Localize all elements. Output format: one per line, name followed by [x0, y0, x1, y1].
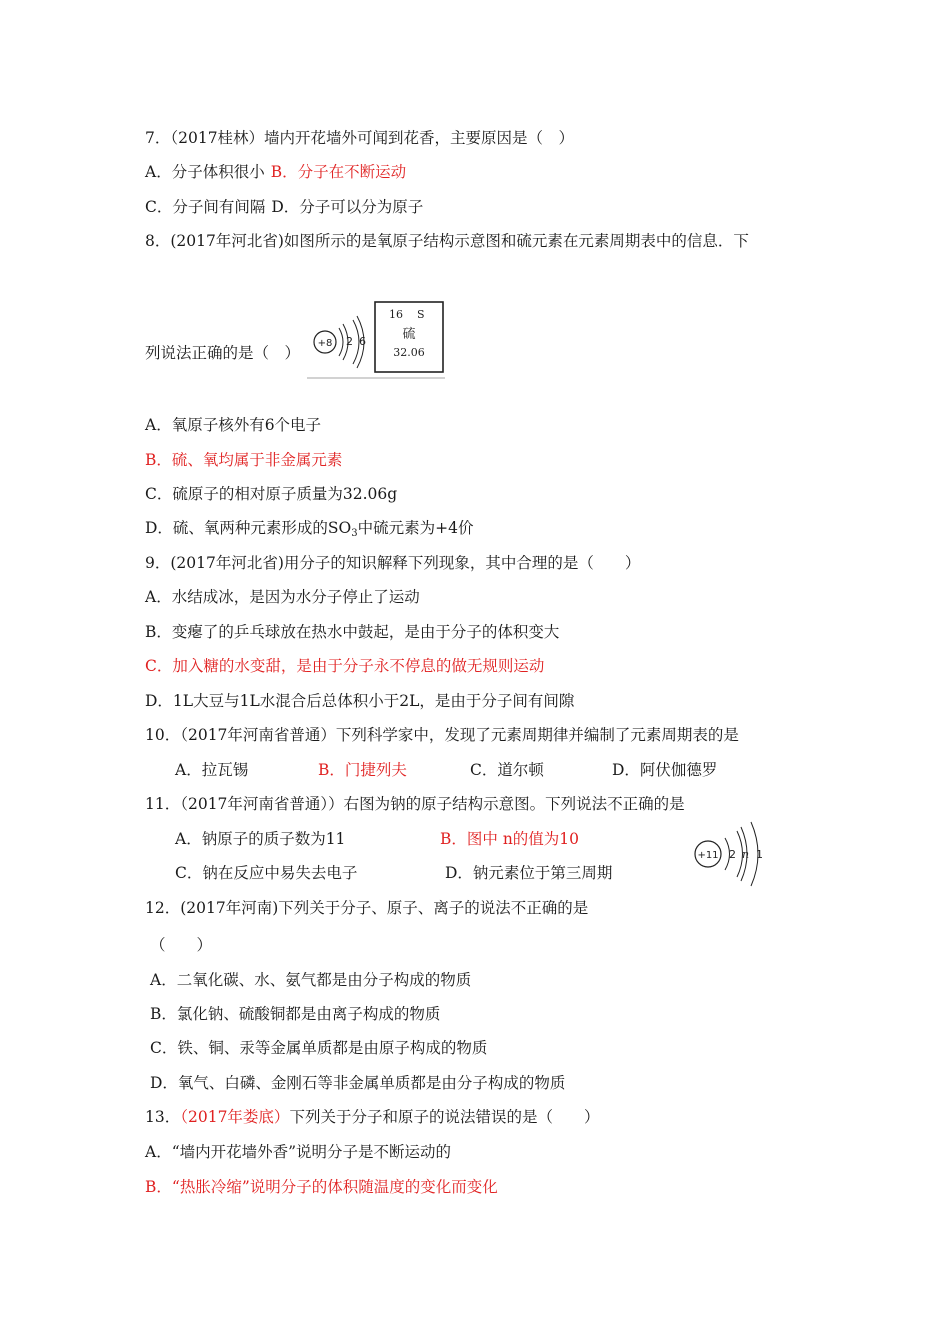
q13-source: （2017年娄底）	[180, 1108, 290, 1126]
q7-options-row1	[145, 162, 406, 182]
sodium-nucleus: +11	[697, 850, 719, 861]
q7-option-c: C．分子间有间隔	[145, 198, 266, 216]
q8-option-d-pre: D．硫、氧两种元素形成的SO	[145, 519, 352, 537]
sulfur-periodic-cell	[375, 302, 443, 372]
q13-option-a: A．“墙内开花墙外香”说明分子是不断运动的	[145, 1143, 452, 1161]
q11-stem: 11．（2017年河南省普通））右图为钠的原子结构示意图。下列说法不正确的是	[145, 795, 685, 813]
q11-option-c: C．钠在反应中易失去电子	[175, 864, 358, 882]
oxygen-nucleus: +8	[317, 338, 333, 349]
q11-option-b: B．图中 n的值为10	[440, 830, 580, 848]
q8-option-a: A．氧原子核外有6个电子	[145, 416, 322, 434]
q12-stem: 12．(2017年河南)下列关于分子、原子、离子的说法不正确的是	[145, 899, 589, 917]
sulfur-number: 16	[389, 308, 403, 321]
q8-option-c: C．硫原子的相对原子质量为32.06g	[145, 485, 398, 503]
q8-figure	[305, 300, 450, 382]
sodium-shell-3: 1	[756, 848, 763, 861]
sodium-shell-2: n	[742, 848, 750, 861]
q8-stem: 8．(2017年河北省)如图所示的是氧原子结构示意图和硫元素在元素周期表中的信息．下	[145, 232, 749, 250]
q10-option-d: D．阿伏伽德罗	[612, 761, 718, 779]
q12-option-d: D．氧气、白磷、金刚石等非金属单质都是由分子构成的物质	[150, 1074, 566, 1092]
oxygen-shell-2: 6	[359, 335, 366, 348]
sulfur-symbol: S	[417, 308, 425, 321]
q9-option-d: D．1L大豆与1L水混合后总体积小于2L，是由于分子间有间隙	[145, 692, 575, 710]
q7-options-row2	[145, 197, 423, 217]
oxygen-atom-diagram	[314, 316, 366, 368]
q11-option-a: A．钠原子的质子数为11	[175, 830, 346, 848]
q11-option-d: D．钠元素位于第三周期	[445, 864, 613, 882]
q9-stem: 9．(2017年河北省)用分子的知识解释下列现象，其中合理的是（ ）	[145, 554, 641, 572]
q9-option-c: C．加入糖的水变甜，是由于分子永不停息的做无规则运动	[145, 657, 545, 675]
q13-stem	[145, 1107, 599, 1127]
q7-stem: 7．（2017桂林）墙内开花墙外可闻到花香，主要原因是（ ）	[145, 129, 575, 147]
q13-option-b: B．“热胀冷缩”说明分子的体积随温度的变化而变化	[145, 1178, 498, 1196]
q8-option-d	[145, 518, 474, 544]
q7-option-a: A．分子体积很小	[145, 163, 265, 181]
q12-option-b: B．氯化钠、硫酸铜都是由离子构成的物质	[150, 1005, 441, 1023]
q10-option-b: B．门捷列夫	[318, 761, 407, 779]
q8-option-b: B．硫、氧均属于非金属元素	[145, 451, 343, 469]
q8-option-d-post: 中硫元素为+4价	[357, 519, 474, 537]
q12-paren: （ ）	[150, 936, 213, 954]
sodium-atom-diagram	[690, 818, 770, 890]
q7-option-b: B．分子在不断运动	[270, 163, 407, 181]
q10-option-a: A．拉瓦锡	[175, 761, 249, 779]
q9-option-b: B．变瘪了的乒乓球放在热水中鼓起，是由于分子的体积变大	[145, 623, 560, 641]
q10-option-c: C．道尔顿	[470, 761, 544, 779]
q12-option-c: C．铁、铜、汞等金属单质都是由原子构成的物质	[150, 1039, 488, 1057]
q13-stem-rest: 下列关于分子和原子的说法错误的是（ ）	[289, 1108, 600, 1126]
q12-option-a: A．二氧化碳、水、氨气都是由分子构成的物质	[150, 971, 472, 989]
sulfur-name: 硫	[402, 327, 416, 342]
q10-stem: 10．（2017年河南省普通）下列科学家中，发现了元素周期律并编制了元素周期表的是	[145, 726, 739, 744]
q8-stem-cont: 列说法正确的是（ ）	[145, 344, 301, 362]
sodium-shell-1: 2	[729, 848, 736, 861]
q7-option-d: D．分子可以分为原子	[271, 198, 424, 216]
oxygen-shell-1: 2	[346, 335, 353, 348]
q9-option-a: A．水结成冰，是因为水分子停止了运动	[145, 588, 420, 606]
q13-number: 13．	[145, 1108, 181, 1126]
sulfur-mass: 32.06	[393, 346, 425, 359]
q8-option-d-sub: 3	[351, 528, 358, 539]
